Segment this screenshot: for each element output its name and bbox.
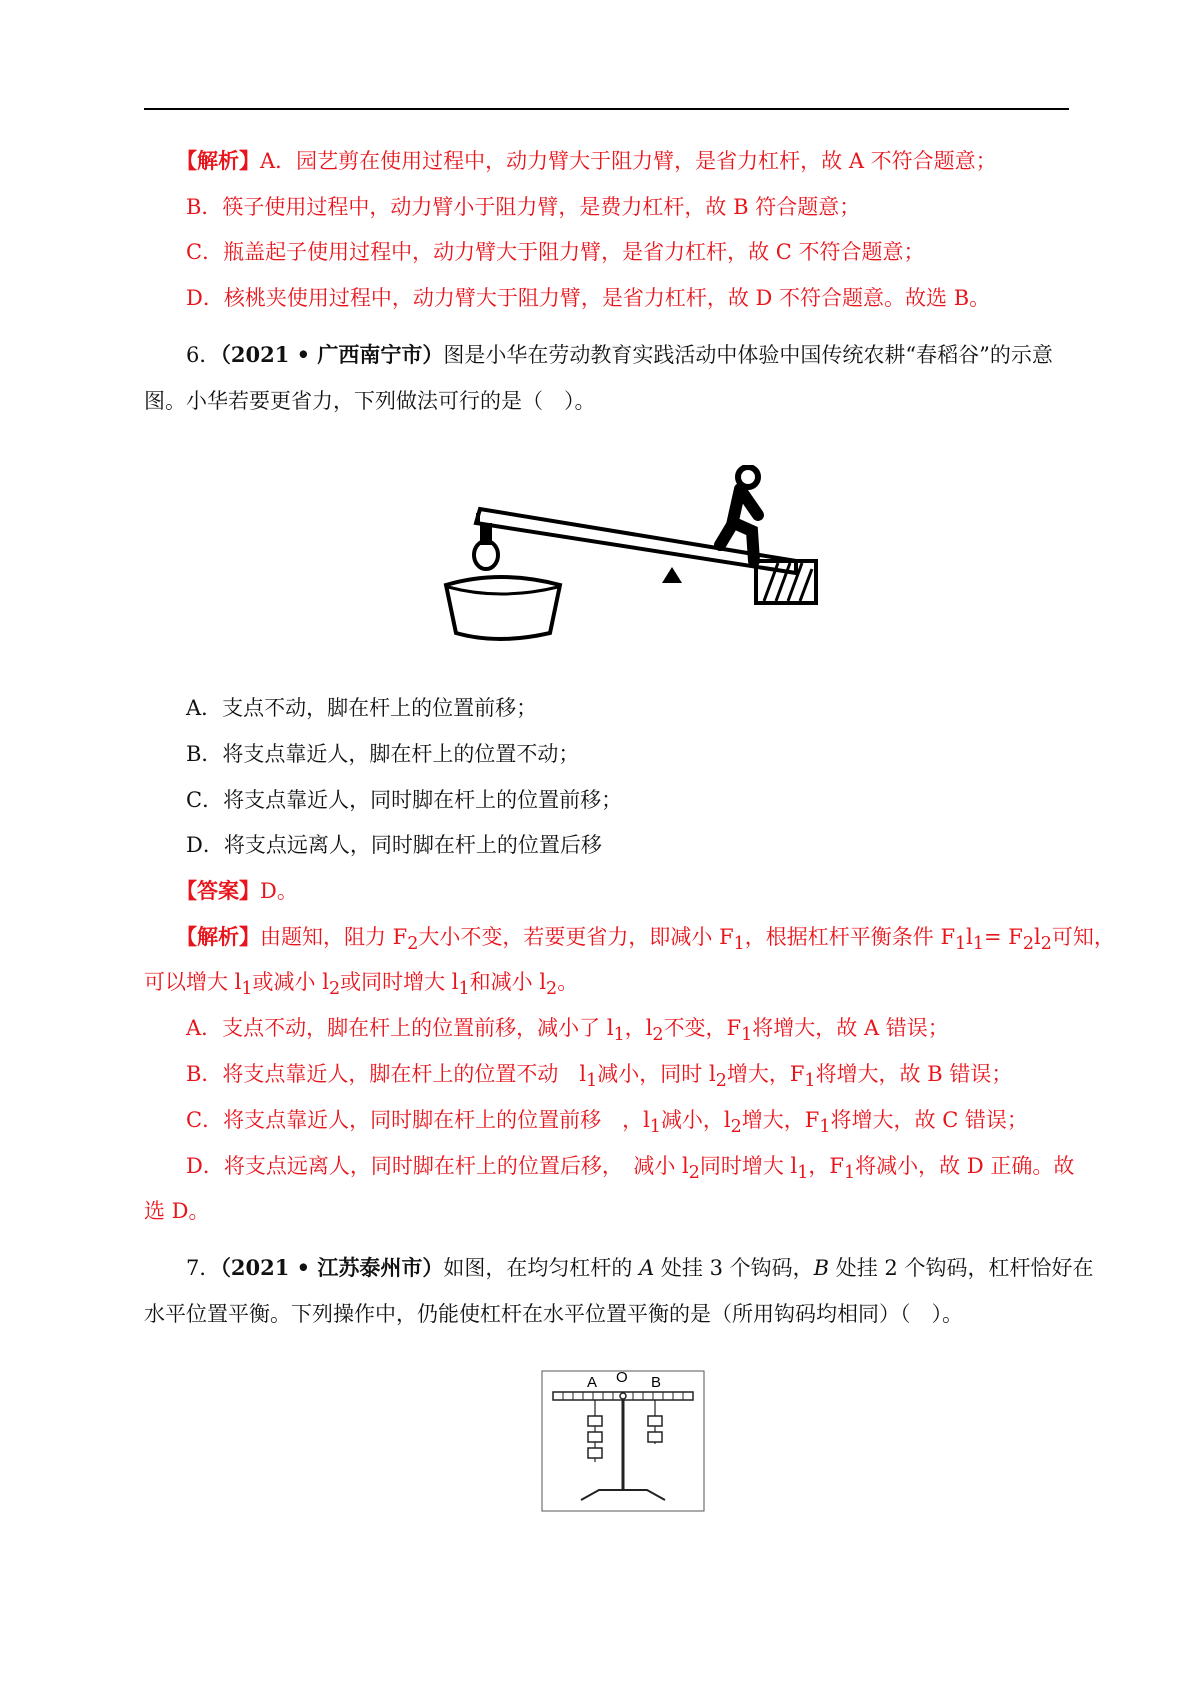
q6-stem-line-1: 6．（2021 • 广西南宁市）图是小华在劳动教育实践活动中体验中国传统农耕“春稻谷”的示意	[186, 342, 1053, 367]
q6-answer: 【答案】D。	[176, 878, 298, 903]
q6-analysis-line-2: 可以增大 $l_1$或减小 $l_2$或同时增大 $l_1$和减小 $l_2$。	[144, 970, 579, 1000]
q6-option-b: B．将支点靠近人，脚在杆上的位置不动；	[186, 742, 580, 766]
q5-analysis-line-c: C．瓶盖起子使用过程中，动力臂大于阻力臂，是省力杠杆，故 C 不符合题意；	[186, 240, 925, 264]
analysis-tag: 【解析】	[176, 924, 260, 949]
q6-analysis-option-c: C．将支点靠近人，同时脚在杆上的位置前移 ，$l_1$减小，$l_2$增大，$F_1$将增大，故 C 错误；	[186, 1108, 1028, 1138]
point-b-label: B	[651, 1374, 662, 1391]
q6-analysis-option-b: B．将支点靠近人，脚在杆上的位置不动 $l_1$减小，同时 $l_2$增大，$F_1$将增大，故 B 错误；	[186, 1062, 1013, 1092]
point-a-label: A	[587, 1374, 598, 1391]
analysis-tag: 【解析】	[176, 148, 260, 173]
question-source: （2021 • 江苏泰州市）	[220, 1255, 444, 1280]
header-rule	[144, 108, 1069, 110]
q5-analysis-line-b: B．筷子使用过程中，动力臂小于阻力臂，是费力杠杆，故 B 符合题意；	[186, 195, 861, 219]
point-o-label: O	[616, 1370, 628, 1386]
q6-analysis-conclusion: 选 D。	[144, 1199, 210, 1223]
q6-stem-line-2: 图。小华若要更省力，下列做法可行的是（ ）。	[144, 389, 596, 413]
answer-tag: 【答案】	[176, 878, 260, 903]
q5-analysis-line-d: D．核桃夹使用过程中，动力臂大于阻力臂，是省力杠杆，故 D 不符合题意。故选 B。	[186, 286, 991, 310]
q5-analysis-line-a: 【解析】A．园艺剪在使用过程中，动力臂大于阻力臂，是省力杠杆，故 A 不符合题意；	[176, 148, 997, 173]
q6-option-d: D．将支点远离人，同时脚在杆上的位置后移	[186, 833, 602, 857]
q6-analysis-line-1: 【解析】由题知，阻力 $F_2$大小不变，若要更省力，即减小 $F_1$，根据杠杆平衡条件 $F_1l_1= F_2l_2$可知，	[176, 924, 1115, 955]
q6-analysis-option-d: D．将支点远离人，同时脚在杆上的位置后移， 减小 $l_2$同时增大 $l_1$，$F_1$将减小，故 D 正确。故	[186, 1154, 1075, 1184]
balance-lever-figure	[541, 1370, 705, 1512]
q7-stem-line-1: 7．（2021 • 江苏泰州市）如图，在均匀杠杆的 A 处挂 3 个钩码，B 处挂 2 个钩码，杠杆恰好在	[186, 1255, 1094, 1280]
question-source: （2021 • 广西南宁市）	[220, 342, 444, 367]
q6-option-a: A．支点不动，脚在杆上的位置前移；	[186, 696, 538, 720]
pestle-lever-figure	[440, 465, 820, 665]
q7-stem-line-2: 水平位置平衡。下列操作中，仍能使杠杆在水平位置平衡的是（所用钩码均相同）（ ）。	[144, 1302, 963, 1326]
q6-analysis-option-a: A．支点不动，脚在杆上的位置前移，减小了 $l_1$，$l_2$不变，$F_1$将增大，故 A 错误；	[186, 1016, 949, 1046]
q6-option-c: C．将支点靠近人，同时脚在杆上的位置前移；	[186, 788, 623, 812]
